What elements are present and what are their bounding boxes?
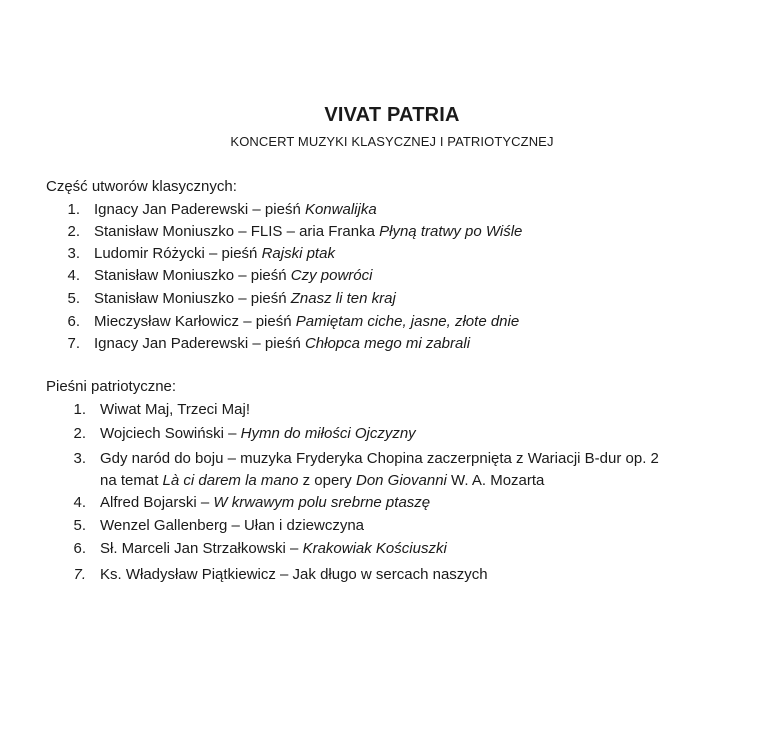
item-number: 5.: [67, 290, 80, 307]
item-number: 2.: [67, 223, 80, 240]
item-number: 3.: [73, 450, 86, 467]
item-text: Ks. Władysław Piątkiewicz – Jak długo w sercach naszych: [100, 566, 488, 583]
item-number: 4.: [67, 267, 80, 284]
item-number: 5.: [73, 517, 86, 534]
item-number: 6.: [73, 540, 86, 557]
item-number: 1.: [67, 201, 80, 218]
item-text: Mieczysław Karłowicz – pieśń Pamiętam ciche, jasne, złote dnie: [94, 313, 520, 330]
item-text: Ludomir Różycki – pieśń Rajski ptak: [94, 245, 335, 262]
item-number: 1.: [73, 401, 86, 418]
classical-heading: Część utworów klasycznych:: [46, 178, 237, 195]
item-text: Stanisław Moniuszko – pieśń Znasz li ten kraj: [94, 290, 396, 307]
item-text: Wenzel Gallenberg – Ułan i dziewczyna: [100, 517, 365, 534]
page-title: VIVAT PATRIA: [324, 104, 460, 126]
item-text: Ignacy Jan Paderewski – pieśń Chłopca mego mi zabrali: [94, 335, 471, 352]
item-number: 4.: [73, 494, 86, 511]
item-text: Stanisław Moniuszko – pieśń Czy powróci: [94, 267, 373, 284]
item-text: Wiwat Maj, Trzeci Maj!: [100, 401, 251, 418]
item-text: Ignacy Jan Paderewski – pieśń Konwalijka: [94, 201, 377, 218]
item-text: Alfred Bojarski – W krwawym polu srebrne ptaszę: [100, 494, 431, 511]
item-number: 7.: [67, 335, 80, 352]
item-text-continuation: na temat Là ci darem la mano z opery Don Giovanni W. A. Mozarta: [100, 472, 545, 489]
item-text: Stanisław Moniuszko – FLIS – aria Franka Płyną tratwy po Wiśle: [94, 223, 523, 240]
page-subtitle: KONCERT MUZYKI KLASYCZNEJ I PATRIOTYCZNEJ: [230, 134, 554, 149]
item-number: 7.: [73, 566, 86, 583]
item-number: 3.: [67, 245, 80, 262]
item-text: Gdy naród do boju – muzyka Fryderyka Chopina zaczerpnięta z Wariacji B-dur op. 2: [100, 450, 659, 467]
item-number: 2.: [73, 425, 86, 442]
patriotic-heading: Pieśni patriotyczne:: [46, 378, 177, 395]
item-number: 6.: [67, 313, 80, 330]
item-text: Sł. Marceli Jan Strzałkowski – Krakowiak Kościuszki: [100, 540, 447, 557]
item-text: Wojciech Sowiński – Hymn do miłości Ojczyzny: [100, 425, 416, 442]
